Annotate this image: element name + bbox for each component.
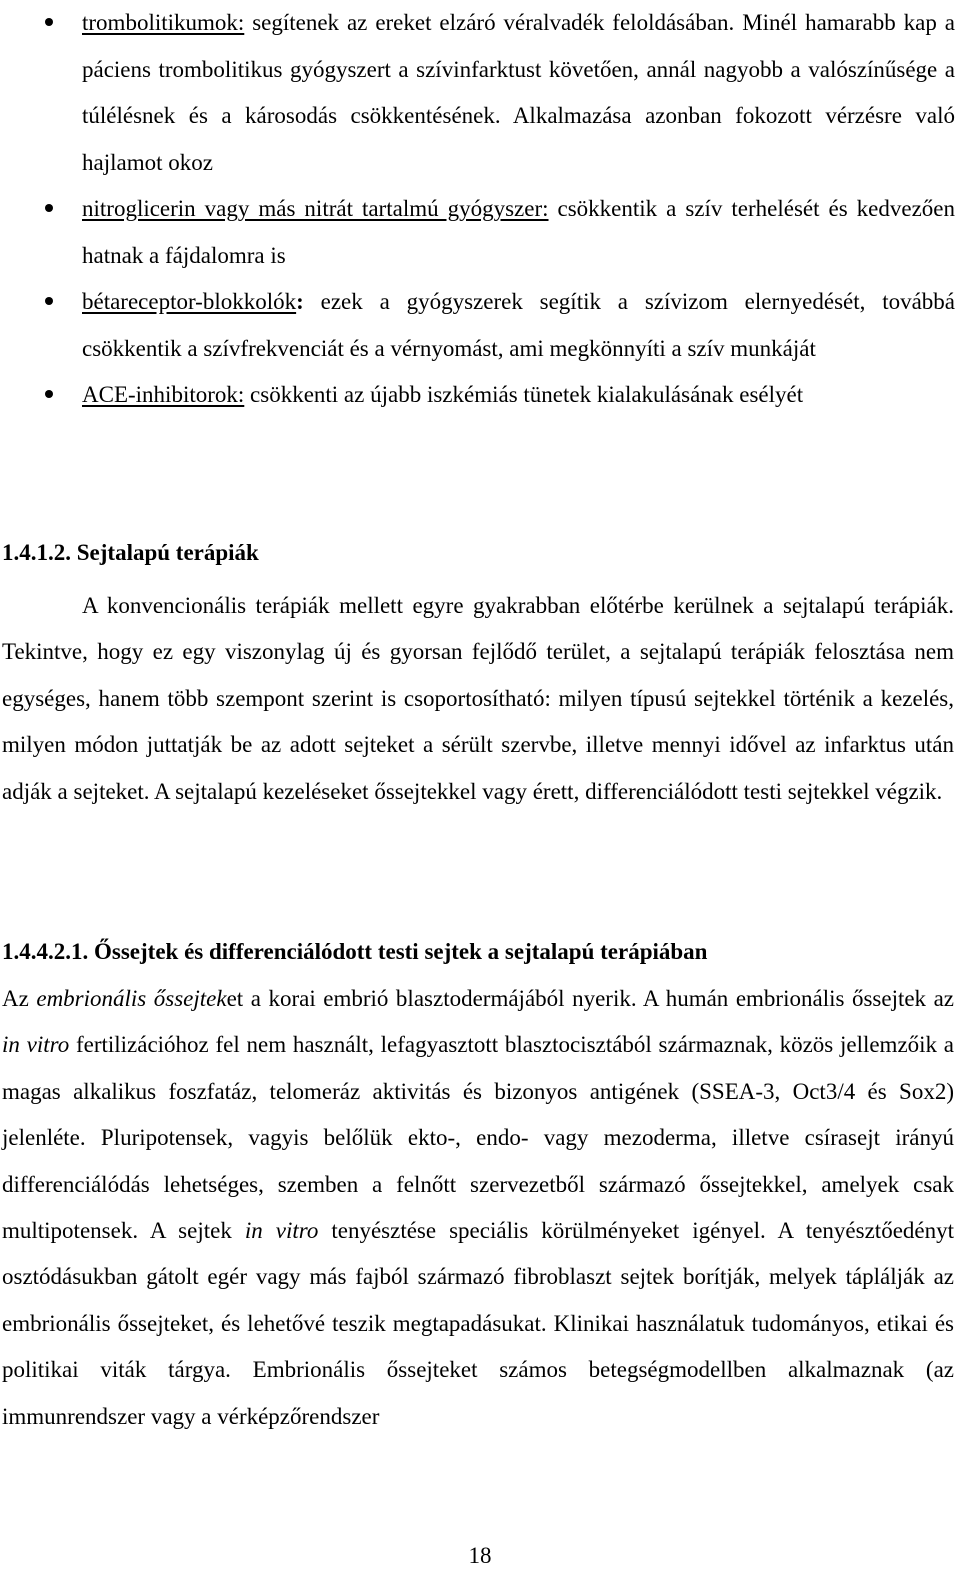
italic-term: in vitro <box>2 1032 70 1058</box>
list-item-term: bétareceptor-blokkolók <box>82 289 297 314</box>
list-item <box>0 372 955 419</box>
list-item-term: ACE-inhibitorok: <box>82 382 245 407</box>
paragraph-text: Az <box>2 986 37 1011</box>
list-item-text: segítenek az ereket elzáró véralvadék feloldásában. Minél hamarabb kap a páciens trombolitikus gyógyszert a szívinfarktust követően, annál nagyobb a valószínűsége a túlélésnek és a károsodás csökkentésének. Alkalmazása azonban fokozott vérzésre való hajlamot okoz <box>82 10 955 175</box>
page-number: 18 <box>468 1543 492 1568</box>
paragraph-text: tenyésztése speciális körülményeket igényel. A tenyésztőedényt osztódásukban gátolt egér vagy más fajból származó fibroblaszt sejtek borítják, melyek táplálják az embrionális őssejteket, és lehetővé teszik megtapadásukat. Klinikai használatuk tudományos, etikai és politikai viták tárgya. Embrionális őssejteket számos betegségmodellben alkalmaznak (az immunrendszer vagy a vérképzőrendszer <box>2 1218 954 1429</box>
list-item-term: nitroglicerin vagy más nitrát tartalmú gyógyszer: <box>82 196 549 221</box>
section-heading: 1.4.4.2.1. Őssejtek és differenciálódott testi sejtek a sejtalapú terápiában <box>2 939 708 964</box>
list-item-text: ezek a gyógyszerek segítik a szívizom elernyedését, továbbá csökkentik a szívfrekvenciát és a vérnyomást, ami megkönnyíti a szív munkáját <box>82 289 955 361</box>
list-item-term-colon: : <box>296 289 304 314</box>
bullet-icon <box>45 297 53 305</box>
paragraph-text: fertilizációhoz fel nem használt, lefagyasztott blasztocisztából származnak, közös jellemzőik a magas alkalikus foszfatáz, telomeráz aktivitás és bizonyos antigének (SSEA-3, Oct3/4 és Sox2) jelenléte. Pluripotensek, vagyis belőlük ekto-, endo- vagy mezoderma, illetve csírasejt irányú differenciálódás lehetséges, szemben a felnőtt szervezetből származó őssejtekkel, amelyek csak multipotensek. A sejtek <box>2 1032 954 1244</box>
list-item-term: trombolitikumok: <box>82 10 245 35</box>
list-item <box>0 279 955 372</box>
paragraph-text: et <box>226 986 244 1011</box>
italic-term: in vitro <box>244 1218 319 1244</box>
list-item <box>0 0 955 186</box>
list-item-text: csökkentik a szív terhelését és kedvezően hatnak a fájdalomra is <box>82 196 955 268</box>
paragraph-text: a korai embrió blasztodermájából nyerik. A humán embrionális őssejtek az <box>243 986 955 1011</box>
list-item <box>0 186 955 279</box>
bullet-icon <box>45 390 53 398</box>
section-heading: 1.4.1.2. Sejtalapú terápiák <box>2 540 259 565</box>
section-paragraph: A konvencionális terápiák mellett egyre gyakrabban előtérbe kerülnek a sejtalapú terápiák. Tekintve, hogy ez egy viszonylag új és gyorsan fejlődő terület, a sejtalapú terápiák felosztása nem egységes, hanem több szempont szerint is csoportosítható: milyen típusú sejtekkel történik a kezelés, milyen módon juttatják be az adott sejteket a sérült szervbe, illetve mennyi idővel az infarktus után adják a sejteket. A sejtalapú kezeléseket őssejtekkel vagy érett, differenciálódott testi sejtekkel végzik. <box>2 593 954 804</box>
treatment-list <box>0 0 955 419</box>
section-paragraph <box>2 976 954 1440</box>
italic-term: embrionális őssejtek <box>36 986 227 1011</box>
bullet-icon <box>45 204 53 212</box>
bullet-icon <box>45 18 53 26</box>
list-item-text: csökkenti az újabb iszkémiás tünetek kialakulásának esélyét <box>244 382 804 407</box>
